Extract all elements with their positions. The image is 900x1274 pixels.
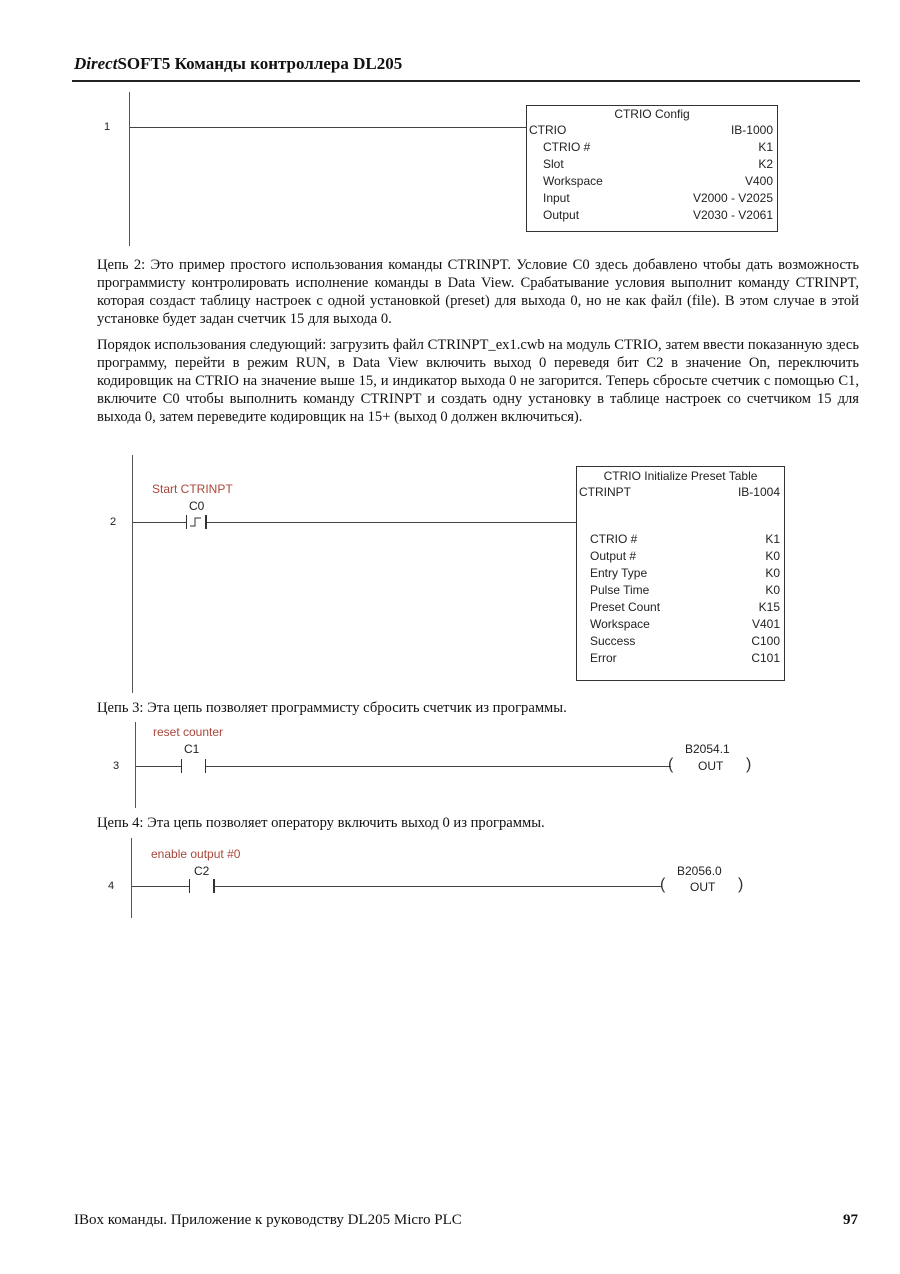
- param-label: Output: [543, 208, 580, 222]
- param-label: Workspace: [543, 174, 603, 188]
- param-value: K1: [765, 532, 780, 546]
- rung-wire: [132, 886, 189, 887]
- param-value: K0: [765, 583, 780, 597]
- coil-address: B2056.0: [677, 864, 722, 878]
- ibox-param-row: [577, 548, 784, 565]
- ibox-param-row: [577, 633, 784, 650]
- ibox-code: IB-1000: [730, 123, 773, 137]
- param-value: V2030 - V2061: [692, 208, 773, 222]
- param-label: Input: [543, 191, 570, 205]
- coil-type: OUT: [690, 880, 716, 894]
- param-label: Preset Count: [590, 600, 661, 614]
- left-power-rail: [131, 838, 132, 918]
- param-value: V2000 - V2025: [692, 191, 773, 205]
- coil-paren-left: (: [660, 876, 666, 893]
- left-power-rail: [135, 722, 136, 808]
- param-label: CTRIO #: [543, 140, 591, 154]
- header-title-rest: SOFT5 Команды контроллера DL205: [117, 54, 403, 73]
- param-label: Success: [590, 634, 636, 648]
- paragraph-rung2-description: Цепь 2: Это пример простого использования команды CTRINPT. Условие C0 здесь добавлено чтобы дать возможность программисту контролировать исполнение команды в Data View. Срабатывание условия выполнит команду CTRINPT, которая создаст таблицу настроек с одной установкой (preset) для выхода 0, но не как файл (file). В этом случае в этой установке будет задан счетчик 15 для выхода 0.: [97, 257, 859, 327]
- footer-text: IBox команды. Приложение к руководству DL205 Micro PLC: [74, 1212, 462, 1228]
- param-label: Entry Type: [590, 566, 648, 580]
- rung-wire: [130, 127, 526, 128]
- rung-number: 2: [110, 516, 117, 528]
- ibox-param-row: [527, 173, 777, 190]
- param-value: K1: [758, 140, 773, 154]
- param-label: Output #: [590, 549, 637, 563]
- rung-comment: reset counter: [153, 725, 224, 739]
- rising-edge-icon: [189, 515, 203, 529]
- param-value: K15: [758, 600, 780, 614]
- param-label: Workspace: [590, 617, 650, 631]
- rung-wire: [207, 522, 576, 523]
- rung-number: 1: [104, 121, 111, 133]
- contact-address: C2: [194, 864, 210, 878]
- header-title-italic: Direct: [74, 54, 118, 73]
- param-value: K0: [765, 566, 780, 580]
- contact-address: C1: [184, 742, 200, 756]
- paragraph-usage-procedure: Порядок использования следующий: загрузить файл CTRINPT_ex1.cwb на модуль CTRIO, затем ввести показанную здесь программу, перейти в режим RUN, в Data View включить выход 0 переведя бит C2 в значение On, переключить кодировщик на CTRIO на значение выше 15, и индикатор выхода 0 не загорится. Теперь сбросьте счетчик с помощью C1, включите C0 чтобы выполнить команду CTRINPT и создать одну установку в таблице настроек со счетчиком 15 для выхода 0, затем переведите кодировщик на 15+ (выход 0 должен включиться).: [97, 337, 859, 425]
- header-rule: [72, 80, 860, 82]
- ibox-param-row: [577, 650, 784, 667]
- rung-wire: [133, 522, 186, 523]
- ibox-code: IB-1004: [737, 485, 780, 499]
- ibox-param-row: [527, 139, 777, 156]
- coil-address: B2054.1: [685, 742, 730, 756]
- ibox-title: CTRIO Initialize Preset Table: [603, 469, 758, 483]
- contact-bar-left: [189, 879, 190, 893]
- ibox-title: CTRIO Config: [614, 107, 690, 121]
- ibox-ctrio-config: [526, 105, 778, 232]
- rung-comment: Start CTRINPT: [152, 482, 233, 496]
- ibox-param-row: [527, 156, 777, 173]
- coil-paren-right: ): [738, 876, 744, 893]
- rung-wire: [136, 766, 181, 767]
- param-value: K0: [765, 549, 780, 563]
- left-power-rail: [132, 455, 133, 693]
- param-value: V400: [744, 174, 773, 188]
- rung-wire: [206, 766, 671, 767]
- coil-type: OUT: [698, 759, 724, 773]
- ibox-param-row: [577, 565, 784, 582]
- param-label: CTRIO #: [590, 532, 638, 546]
- rung-number: 4: [108, 880, 115, 892]
- ibox-ctrio-initialize-preset-table: [576, 466, 785, 681]
- param-value: K2: [758, 157, 773, 171]
- ibox-header-row: [577, 484, 784, 501]
- caption-rung-4: Цепь 4: Эта цепь позволяет оператору включить выход 0 из программы.: [97, 815, 545, 831]
- ibox-name: CTRIO: [529, 123, 567, 137]
- ibox-name: CTRINPT: [579, 485, 631, 499]
- left-power-rail: [129, 92, 130, 246]
- param-label: Slot: [543, 157, 564, 171]
- coil-paren-left: (: [668, 756, 674, 773]
- ibox-param-row: [527, 207, 777, 224]
- page-header-title: [74, 54, 402, 74]
- param-value: C100: [751, 634, 780, 648]
- coil-paren-right: ): [746, 756, 752, 773]
- contact-bar-left: [181, 759, 182, 773]
- rung-number: 3: [113, 760, 120, 772]
- param-label: Error: [590, 651, 617, 665]
- ibox-param-row: [577, 582, 784, 599]
- ibox-param-row: [577, 616, 784, 633]
- ibox-param-row: [527, 190, 777, 207]
- page-number: 97: [843, 1212, 858, 1228]
- ibox-param-row: [577, 531, 784, 548]
- param-label: Pulse Time: [590, 583, 650, 597]
- param-value: V401: [751, 617, 780, 631]
- contact-bar-left: [186, 515, 187, 529]
- param-value: C101: [751, 651, 780, 665]
- contact-address: C0: [189, 499, 205, 513]
- caption-rung-3: Цепь 3: Эта цепь позволяет программисту сбросить счетчик из программы.: [97, 700, 567, 716]
- ibox-spacer: [577, 501, 784, 531]
- ibox-param-row: [577, 599, 784, 616]
- rung-comment: enable output #0: [151, 847, 241, 861]
- ibox-header-row: [527, 122, 777, 139]
- rung-wire: [215, 886, 662, 887]
